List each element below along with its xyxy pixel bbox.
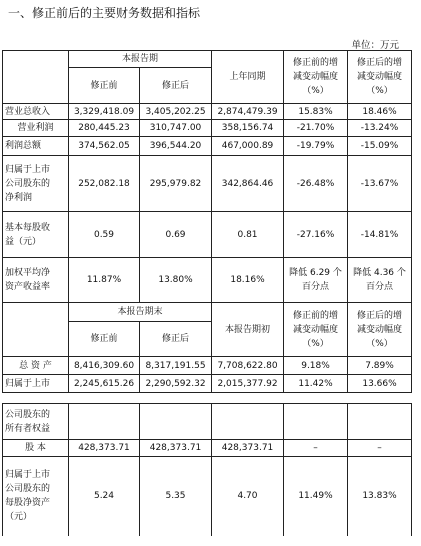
section-heading: 一、修正前后的主要财务数据和指标 <box>8 6 201 20</box>
cell-prior: 428,373.71 <box>212 440 284 457</box>
row-label: 营业利润 <box>3 120 69 137</box>
header-prior-year: 上年同期 <box>212 51 284 104</box>
financial-table-period-end <box>2 403 412 536</box>
header-blank <box>3 51 69 104</box>
cell-after: 5.35 <box>140 457 212 536</box>
cell-before: 252,082.18 <box>69 156 140 212</box>
cell-change-before: 降低 6.29 个 百分点 <box>284 258 348 303</box>
cell-change-before <box>284 404 348 440</box>
table-row <box>3 457 412 536</box>
cell-prior: 4.70 <box>212 457 284 536</box>
financial-table-period <box>2 50 412 393</box>
table-row <box>3 404 412 440</box>
cell-before: 5.24 <box>69 457 140 536</box>
row-label: 利润总额 <box>3 137 69 156</box>
cell-before: 8,416,309.60 <box>69 357 140 375</box>
cell-prior: 2,015,377.92 <box>212 375 284 393</box>
cell-after: 310,747.00 <box>140 120 212 137</box>
cell-prior: 2,874,479.39 <box>212 104 284 120</box>
cell-prior: 7,708,622.80 <box>212 357 284 375</box>
header-blank <box>3 303 69 357</box>
cell-before <box>69 404 140 440</box>
header-change-after: 修正后的增 减变动幅度 （%） <box>348 51 412 104</box>
page-break-gap <box>0 396 421 403</box>
cell-before: 280,445.23 <box>69 120 140 137</box>
cell-change-after: -13.67% <box>348 156 412 212</box>
cell-after: 295,979.82 <box>140 156 212 212</box>
cell-after: 428,373.71 <box>140 440 212 457</box>
cell-before: 374,562.05 <box>69 137 140 156</box>
header-after: 修正后 <box>140 68 212 104</box>
cell-change-before: – <box>284 440 348 457</box>
cell-prior: 18.16% <box>212 258 284 303</box>
cell-before: 428,373.71 <box>69 440 140 457</box>
cell-change-before: 11.42% <box>284 375 348 393</box>
cell-prior: 358,156.74 <box>212 120 284 137</box>
cell-change-after: – <box>348 440 412 457</box>
cell-change-before: 9.18% <box>284 357 348 375</box>
cell-change-before: -19.79% <box>284 137 348 156</box>
row-label: 加权平均净 资产收益率 <box>3 258 69 303</box>
table-row <box>3 212 412 258</box>
row-label: 归属于上市 <box>3 375 69 393</box>
table-row <box>3 258 412 303</box>
cell-after: 2,290,592.32 <box>140 375 212 393</box>
table-row <box>3 156 412 212</box>
header-before: 修正前 <box>69 322 140 357</box>
cell-after: 396,544.20 <box>140 137 212 156</box>
cell-prior: 342,864.46 <box>212 156 284 212</box>
cell-before: 11.87% <box>69 258 140 303</box>
header-before: 修正前 <box>69 68 140 104</box>
table-row <box>3 357 412 375</box>
table-row <box>3 120 412 137</box>
cell-change-after: -15.09% <box>348 137 412 156</box>
row-label: 归属于上市 公司股东的 净利润 <box>3 156 69 212</box>
cell-change-before: -27.16% <box>284 212 348 258</box>
cell-change-after: 7.89% <box>348 357 412 375</box>
cell-change-before: -21.70% <box>284 120 348 137</box>
cell-after: 13.80% <box>140 258 212 303</box>
cell-after: 3,405,202.25 <box>140 104 212 120</box>
cell-change-before: -26.48% <box>284 156 348 212</box>
cell-change-after: -13.24% <box>348 120 412 137</box>
cell-change-after: 13.66% <box>348 375 412 393</box>
cell-change-before: 15.83% <box>284 104 348 120</box>
header-period-end: 本报告期末 <box>69 303 212 322</box>
cell-prior <box>212 404 284 440</box>
cell-change-before: 11.49% <box>284 457 348 536</box>
table-row <box>3 104 412 120</box>
row-label: 营业总收入 <box>3 104 69 120</box>
row-label: 基本每股收 益（元） <box>3 212 69 258</box>
table-row <box>3 375 412 393</box>
cell-change-after: -14.81% <box>348 212 412 258</box>
cell-change-after <box>348 404 412 440</box>
cell-after: 8,317,191.55 <box>140 357 212 375</box>
table-row <box>3 137 412 156</box>
cell-before: 0.59 <box>69 212 140 258</box>
header-change-before: 修正前的增 减变动幅度 （%） <box>284 51 348 104</box>
cell-change-after: 降低 4.36 个 百分点 <box>348 258 412 303</box>
header-change-after: 修正后的增 减变动幅度 （%） <box>348 303 412 357</box>
header-change-before: 修正前的增 减变动幅度 （%） <box>284 303 348 357</box>
header-period-start: 本报告期初 <box>212 303 284 357</box>
cell-after: 0.69 <box>140 212 212 258</box>
unit-label: 单位：万元 <box>351 40 399 51</box>
row-label: 公司股东的 所有者权益 <box>3 404 69 440</box>
cell-change-after: 18.46% <box>348 104 412 120</box>
cell-after <box>140 404 212 440</box>
cell-prior: 0.81 <box>212 212 284 258</box>
cell-before: 3,329,418.09 <box>69 104 140 120</box>
row-label: 归属于上市 公司股东的 每股净资产 （元） <box>3 457 69 536</box>
row-label: 总 资 产 <box>3 357 69 375</box>
cell-change-after: 13.83% <box>348 457 412 536</box>
cell-prior: 467,000.89 <box>212 137 284 156</box>
header-after: 修正后 <box>140 322 212 357</box>
table-row <box>3 440 412 457</box>
header-reporting-period: 本报告期 <box>69 51 212 68</box>
row-label: 股 本 <box>3 440 69 457</box>
cell-before: 2,245,615.26 <box>69 375 140 393</box>
